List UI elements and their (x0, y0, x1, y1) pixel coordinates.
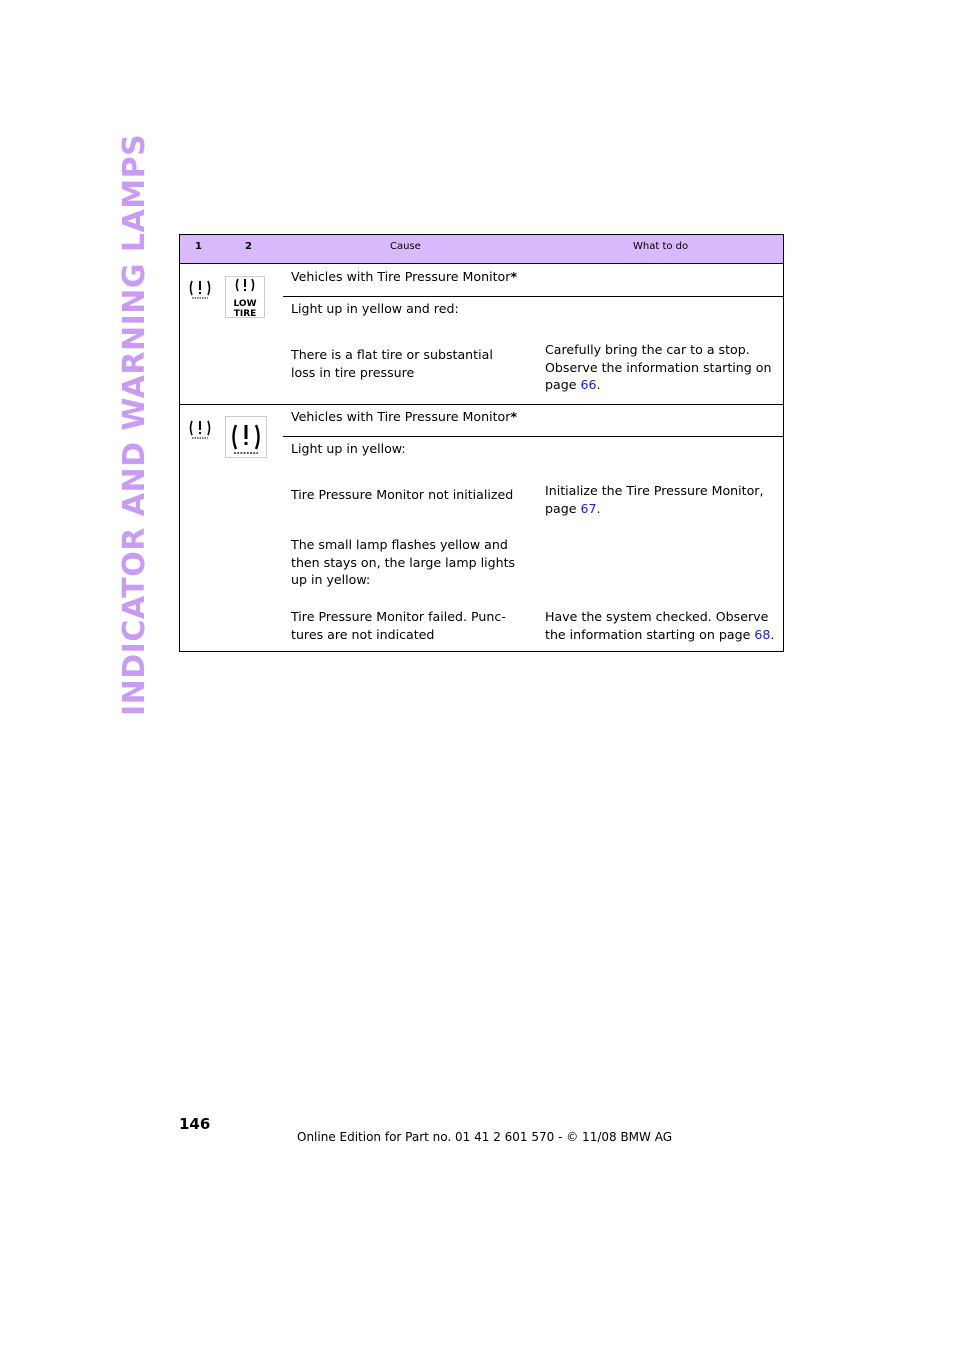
side-section-title: INDICATOR AND WARNING LAMPS (117, 133, 152, 716)
low-tire-icon (225, 276, 265, 318)
section2-row3-cause: Tire Pressure Monitor failed. Punc-tures are not indicated (291, 609, 506, 642)
divider (283, 436, 783, 437)
tire-pressure-warning-icon (188, 278, 212, 302)
section2-vehicles: Vehicles with Tire Pressure Monitor* (291, 409, 518, 424)
page-number: 146 (179, 1115, 211, 1133)
section2-row3-todo: Have the system checked. Observe the information starting on page 68. (545, 609, 775, 642)
low-tire-label-2: TIRE (233, 309, 257, 318)
divider (283, 296, 783, 297)
warning-lamps-table (179, 234, 784, 652)
tire-pressure-large-icon (225, 416, 267, 458)
header-what-to-do: What to do (633, 241, 689, 252)
tire-pressure-warning-icon (188, 418, 212, 442)
section2-row1-todo: Initialize the Tire Pressure Monitor, page 67. (545, 483, 764, 516)
section2-row1-cause: Tire Pressure Monitor not initialized (291, 487, 514, 502)
page-link-68[interactable]: 68 (754, 626, 771, 642)
section2-light-text: Light up in yellow: (291, 441, 406, 456)
header-col2: 2 (245, 241, 252, 252)
section-divider (180, 404, 783, 405)
section1-row1-cause: There is a flat tire or substantial loss in tire pressure (291, 347, 493, 380)
section2-row2-cause: The small lamp flashes yellow and then stays on, the large lamp lights up in yellow: (291, 537, 516, 587)
header-cause: Cause (390, 241, 421, 252)
table-header (180, 235, 783, 264)
header-col1: 1 (195, 241, 202, 252)
section1-vehicles: Vehicles with Tire Pressure Monitor* (291, 269, 518, 284)
edition-note: Online Edition for Part no. 01 41 2 601 570 - © 11/08 BMW AG (297, 1130, 673, 1144)
page-link-67[interactable]: 67 (580, 500, 597, 516)
section1-row1-todo: Carefully bring the car to a stop. Observe the information starting on page 66. (545, 342, 772, 392)
section1-light-text: Light up in yellow and red: (291, 301, 459, 316)
low-tire-label-1: LOW (233, 299, 257, 309)
page-link-66[interactable]: 66 (580, 377, 597, 392)
